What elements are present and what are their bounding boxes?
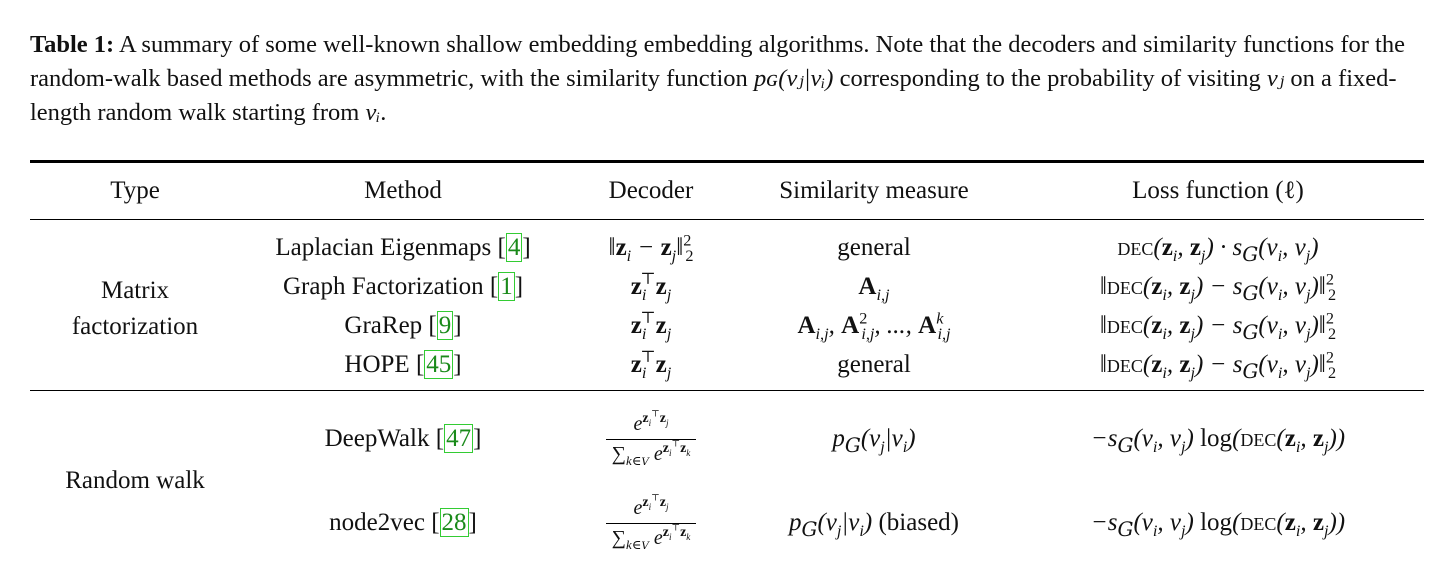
header-row (30, 162, 1424, 220)
loss-cell: $‖dec(z_i$, $z_j) - s_G(v_i$, $v_j)‖^2_2$ (1099, 309, 1337, 344)
decoder-cell (566, 391, 736, 482)
loss-cell: $dec(z_i$, $z_j) \cdot s_G(v_i$, $v_j$) (1117, 233, 1319, 266)
table-row (30, 220, 1424, 268)
citation-link[interactable]: 47 (446, 425, 472, 452)
similarity-cell: $p_G(v_j|v_i)$ (832, 425, 916, 457)
similarity-cell: $A_{i,j}$, $A^2_{i,j}$, ..., $A^k_{i,j}$ (797, 309, 951, 343)
header-type: Type (110, 177, 160, 204)
header-method: Method (364, 177, 442, 204)
caption-text-2: corresponding to the probability of visiting (833, 65, 1267, 92)
table-row (30, 267, 1424, 306)
citation-link[interactable]: 9 (438, 311, 452, 339)
caption-math-3: vᵢ (365, 99, 381, 126)
type-random-walk: Random walk (65, 467, 205, 494)
embedding-summary-table (30, 160, 1424, 565)
table-row (30, 345, 1424, 391)
type-line: Matrix (100, 277, 170, 304)
method-cell: Laplacian Eigenmaps [4] (275, 233, 531, 261)
method-name: node2vec (329, 509, 425, 536)
method-cell: node2vec [28] (329, 509, 477, 536)
citation-link[interactable]: 1 (500, 272, 513, 300)
decoder-cell (566, 481, 736, 565)
loss-cell: $-s_G(v_i$, $v_j$) $\log(dec(z_i$, $z_j$)) (1090, 509, 1346, 541)
method-cell: GraRep [9] (344, 311, 462, 339)
random-walk-group (30, 391, 1424, 566)
caption-text-4: . (380, 99, 387, 126)
loss-cell: $-s_G(v_i$, $v_j$) $\log(dec(z_i$, $z_j$)) (1090, 425, 1346, 457)
decoder-cell: $z_i^⊤z_j$ (630, 348, 672, 382)
caption-text-3: on a fixed-length random walk starting from (30, 65, 1397, 126)
table-row (30, 481, 1424, 565)
method-name: Laplacian Eigenmaps (275, 233, 492, 261)
loss-cell: $‖dec(z_i$, $z_j) - s_G(v_i$, $v_j)‖^2_2$ (1099, 348, 1337, 383)
citation-link[interactable]: 4 (507, 233, 521, 261)
matrix-factorization-group (30, 220, 1424, 391)
loss-cell: $‖dec(z_i$, $z_j) - s_G(v_i$, $v_j)‖^2_2$ (1099, 270, 1337, 305)
decoder-cell: $z_i^⊤z_j$ (630, 309, 672, 343)
caption-label: Table 1: (30, 31, 115, 58)
softmax-fraction: $\frac{e^{z_i^⊤z_j}}{\sum_{k\in V} e^{z_i^⊤z_k}}$ (606, 497, 697, 550)
decoder-cell: $‖z_i$ − $z_j‖^2_2$ (608, 231, 694, 265)
method-cell: HOPE [45] (344, 350, 462, 378)
citation-link[interactable]: 28 (441, 509, 467, 536)
header-decoder: Decoder (608, 177, 694, 204)
method-name: GraRep (344, 311, 423, 339)
caption-text-1: A summary of some well-known shallow embedding embedding algorithms. Note that the decoders and similarity functions for the random-walk based methods are asymmetric, with the similarity function (30, 31, 1405, 92)
header-similarity: Similarity measure (779, 177, 969, 204)
type-line: factorization (71, 313, 199, 340)
method-cell: Graph Factorization [1] (282, 272, 524, 300)
caption-math-2: vⱼ (1266, 65, 1285, 92)
similarity-cell: $A_{i,j}$ (858, 272, 890, 304)
method-name: DeepWalk (324, 425, 430, 452)
similarity-cell: $p_G(v_j|v_i)$ (biased) (788, 509, 959, 541)
similarity-cell: general (837, 233, 911, 261)
similarity-cell: general (837, 350, 911, 378)
table-header (30, 162, 1424, 220)
method-name: Graph Factorization (282, 272, 484, 300)
table-row (30, 391, 1424, 482)
softmax-fraction: $\frac{e^{z_i^⊤z_j}}{\sum_{k\in V} e^{z_i^⊤z_k}}$ (606, 413, 697, 466)
type-matrix-factorization (30, 220, 240, 391)
method-name: HOPE (344, 350, 410, 378)
caption-math-1: pɢ(vⱼ|vᵢ) (753, 65, 834, 92)
table-caption (30, 28, 1425, 130)
header-loss: Loss function (ℓ) (1132, 177, 1304, 204)
method-cell: DeepWalk [47] (324, 425, 482, 452)
table-row (30, 306, 1424, 345)
citation-link[interactable]: 45 (426, 350, 452, 378)
decoder-cell: $z_i^⊤z_j$ (630, 270, 672, 304)
